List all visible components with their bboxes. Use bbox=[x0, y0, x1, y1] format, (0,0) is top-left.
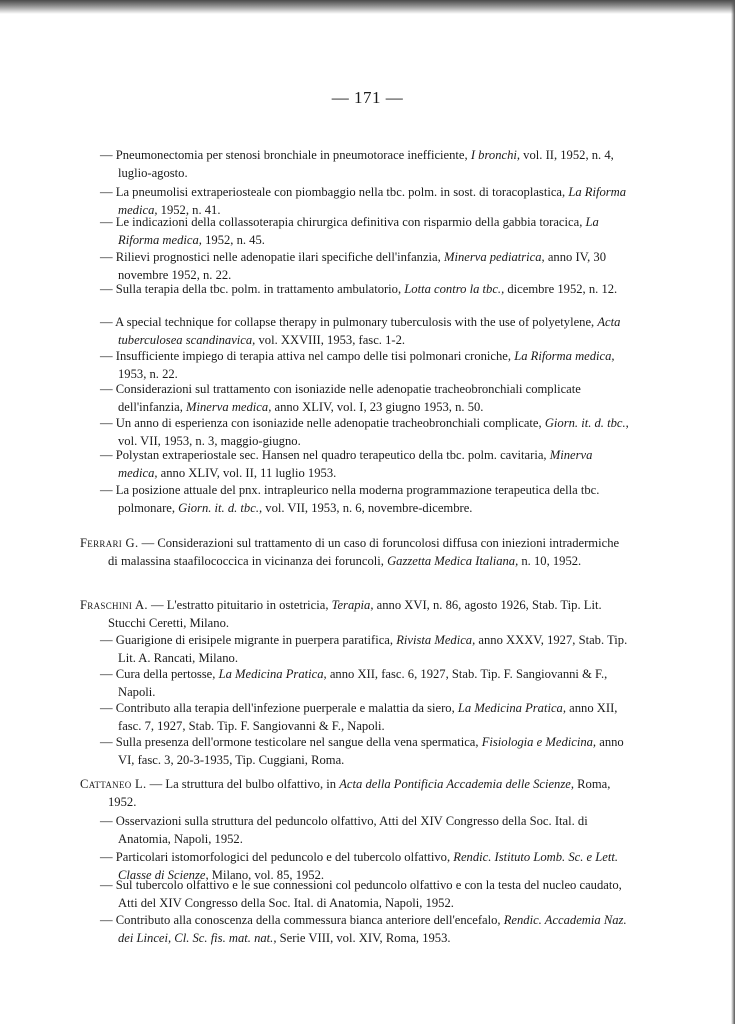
entry-title: Le indicazioni della collassoterapia chirurgica definitiva con risparmio della gabbia toracica, bbox=[115, 215, 586, 229]
entry-dash: — bbox=[100, 701, 113, 715]
entry-title: Osservazioni sulla struttura del peduncolo olfattivo, Atti del XIV Congresso della Soc. Ital. di Anatomia, Napoli, 1952. bbox=[115, 814, 588, 846]
entry-journal: Acta della Pontificia Accademia delle Scienze, bbox=[339, 777, 574, 791]
entry-dash: — bbox=[100, 814, 113, 828]
bibliography-entry bbox=[100, 281, 630, 299]
bibliography-entry bbox=[100, 147, 630, 182]
entry-journal: Minerva pediatrica, bbox=[443, 250, 545, 264]
entry-title: L'estratto pituitario in ostetricia, bbox=[166, 598, 332, 612]
entry-journal: Minerva medica, bbox=[118, 448, 593, 480]
bibliography-entry bbox=[100, 813, 630, 848]
entry-dash: — bbox=[100, 250, 113, 264]
entry-title: Contributo alla terapia dell'infezione puerperale e malattia da siero, bbox=[115, 701, 458, 715]
entry-title: Un anno di esperienza con isoniazide nelle adenopatie tracheobronchiali complicate, bbox=[115, 416, 545, 430]
entry-details: anno XII, fasc. 7, 1927, Stab. Tip. F. Sangiovanni & F., Napoli. bbox=[118, 701, 618, 733]
entry-details: 1952, n. 41. bbox=[157, 202, 221, 217]
entry-title: Polystan extraperiostale sec. Hansen nel quadro terapeutico della tbc. polm. cavitaria, bbox=[115, 448, 550, 462]
bibliography-entry bbox=[100, 666, 630, 701]
entry-dash: — bbox=[100, 282, 113, 296]
bibliography-entry bbox=[100, 877, 630, 912]
entry-dash: — bbox=[100, 148, 113, 162]
entry-journal: La Riforma medica, bbox=[514, 349, 615, 363]
entry-dash: — bbox=[100, 416, 113, 430]
entry-dash: — bbox=[150, 598, 164, 612]
page-number: — 171 — bbox=[331, 88, 404, 107]
entry-details: anno IV, 30 novembre 1952, n. 22. bbox=[118, 250, 607, 282]
entry-journal: I bronchi, bbox=[470, 148, 521, 162]
entry-title: Considerazioni sul trattamento con isoniazide nelle adenopatie tracheobronchiali complicate dell'infanzia, bbox=[115, 382, 581, 414]
entry-details: vol. VII, 1953, n. 6, novembre-dicembre. bbox=[262, 500, 473, 515]
entry-title: Considerazioni sul trattamento di un caso di foruncolosi diffusa con iniezioni intradermiche di malassina staafilococcica in vicinanza dei foruncoli, bbox=[108, 536, 620, 568]
entry-journal: Lotta contro la tbc., bbox=[404, 282, 505, 296]
scan-edge-top bbox=[0, 0, 735, 14]
author-name: Ferrari G. bbox=[80, 536, 139, 550]
entry-journal: Acta tuberculosea scandinavica, bbox=[118, 315, 621, 347]
entry-journal: Rendic. Accademia Naz. dei Lincei, Cl. Sc. fis. mat. nat., bbox=[118, 913, 627, 945]
bibliography-entry bbox=[80, 776, 630, 811]
entry-journal: Giorn. it. d. tbc., bbox=[544, 416, 629, 430]
bibliography-entry bbox=[100, 415, 630, 450]
entry-dash: — bbox=[100, 913, 113, 927]
entry-journal: La Medicina Pratica, bbox=[218, 667, 327, 681]
bibliography-entry bbox=[100, 734, 630, 769]
entry-dash: — bbox=[100, 850, 113, 864]
entry-details: anno XLIV, vol. I, 23 giugno 1953, n. 50. bbox=[271, 399, 484, 414]
entry-details: Roma, 1952. bbox=[108, 777, 611, 809]
entry-journal: Minerva medica, bbox=[186, 399, 272, 414]
entry-journal: Gazzetta Medica Italiana, bbox=[387, 553, 519, 568]
entry-details: dicembre 1952, n. 12. bbox=[504, 282, 618, 296]
bibliography-entry bbox=[100, 381, 630, 416]
entry-dash: — bbox=[149, 777, 163, 791]
entry-title: La posizione attuale del pnx. intrapleurico nella moderna programmazione terapeutica della tbc. polmonare, bbox=[115, 483, 600, 515]
entry-title: Rilievi prognostici nelle adenopatie ilari specifiche dell'infanzia, bbox=[115, 250, 444, 264]
author-name: Cattaneo L. bbox=[80, 777, 147, 791]
entry-journal: Rivista Medica, bbox=[396, 633, 476, 647]
entry-title: Insufficiente impiego di terapia attiva nel campo delle tisi polmonari croniche, bbox=[115, 349, 515, 363]
entry-title: La pneumolisi extraperiosteale con piombaggio nella tbc. polm. in sost. di toracoplastica, bbox=[115, 185, 569, 199]
entry-details: vol. II, 1952, n. 4, luglio-agosto. bbox=[118, 148, 614, 180]
entry-title: La struttura del bulbo olfattivo, in bbox=[165, 777, 340, 791]
entry-journal: Giorn. it. d. tbc., bbox=[178, 500, 263, 515]
bibliography-entry bbox=[80, 597, 630, 632]
entry-title: Cura della pertosse, bbox=[115, 667, 219, 681]
entry-details: anno XXXV, 1927, Stab. Tip. Lit. A. Rancati, Milano. bbox=[118, 633, 628, 665]
author-name: Fraschini A. bbox=[80, 598, 148, 612]
entry-title: Sulla terapia della tbc. polm. in trattamento ambulatorio, bbox=[115, 282, 405, 296]
entry-details: vol. XXVIII, 1953, fasc. 1-2. bbox=[255, 332, 406, 347]
bibliography-entry bbox=[100, 700, 630, 735]
entry-journal: Rendic. Istituto Lomb. Sc. e Lett. Classe di Scienze, bbox=[118, 850, 618, 882]
entry-dash: — bbox=[100, 185, 113, 199]
bibliography-entry bbox=[100, 249, 630, 284]
entry-dash: — bbox=[100, 878, 113, 892]
entry-title: Sul tubercolo olfattivo e le sue connessioni col peduncolo olfattivo e con la testa del nucleo caudato, Atti del XIV Congresso della Soc. Ital. di Anatomia, Napoli, 1952. bbox=[115, 878, 622, 910]
entry-dash: — bbox=[100, 349, 113, 363]
entry-details: Serie VIII, vol. XIV, Roma, 1953. bbox=[276, 930, 451, 945]
entry-title: Pneumonectomia per stenosi bronchiale in pneumotorace inefficiente, bbox=[115, 148, 471, 162]
entry-details: Milano, vol. 85, 1952. bbox=[208, 867, 325, 882]
bibliography-entry bbox=[100, 447, 630, 482]
bibliography-entry bbox=[100, 912, 630, 947]
entry-journal: La Medicina Pratica, bbox=[457, 701, 566, 715]
entry-details: anno XVI, n. 86, agosto 1926, Stab. Tip. Lit. Stucchi Ceretti, Milano. bbox=[108, 598, 602, 630]
entry-dash: — bbox=[100, 215, 113, 229]
entry-details: 1953, n. 22. bbox=[118, 366, 178, 381]
entry-details: anno XLIV, vol. II, 11 luglio 1953. bbox=[157, 465, 337, 480]
entry-journal: Terapia, bbox=[331, 598, 374, 612]
entry-title: Contributo alla conoscenza della commessura bianca anteriore dell'encefalo, bbox=[115, 913, 504, 927]
bibliography-entry bbox=[80, 535, 630, 570]
entry-journal: Fisiologia e Medicina, bbox=[481, 735, 597, 749]
entry-dash: — bbox=[100, 667, 113, 681]
entry-dash: — bbox=[100, 483, 113, 497]
bibliography-entry bbox=[100, 314, 630, 349]
entry-title: A special technique for collapse therapy in pulmonary tuberculosis with the use of polyetylene, bbox=[115, 315, 598, 329]
entry-journal: La Riforma medica, bbox=[118, 185, 627, 217]
entry-title: Guarigione di erisipele migrante in puerpera paratifica, bbox=[115, 633, 397, 647]
entry-dash: — bbox=[100, 735, 113, 749]
bibliography-entry bbox=[100, 482, 630, 517]
bibliography-entry bbox=[100, 348, 630, 383]
scan-edge-right bbox=[731, 0, 735, 1024]
bibliography-entry bbox=[100, 632, 630, 667]
entry-dash: — bbox=[100, 448, 113, 462]
entry-dash: — bbox=[100, 315, 113, 329]
bibliography-entry bbox=[100, 214, 630, 249]
entry-details: n. 10, 1952. bbox=[518, 553, 582, 568]
entry-details: vol. VII, 1953, n. 3, maggio-giugno. bbox=[118, 433, 301, 448]
entry-dash: — bbox=[100, 382, 113, 396]
entry-dash: — bbox=[141, 536, 155, 550]
entry-details: anno VI, fasc. 3, 20-3-1935, Tip. Cuggiani, Roma. bbox=[118, 735, 624, 767]
entry-dash: — bbox=[100, 633, 113, 647]
entry-title: Particolari istomorfologici del peduncolo e del tubercolo olfattivo, bbox=[115, 850, 454, 864]
entry-journal: La Riforma medica, bbox=[118, 215, 599, 247]
entry-details: 1952, n. 45. bbox=[201, 232, 265, 247]
entry-details: anno XII, fasc. 6, 1927, Stab. Tip. F. Sangiovanni & F., Napoli. bbox=[118, 667, 608, 699]
entry-title: Sulla presenza dell'ormone testicolare nel sangue della vena spermatica, bbox=[115, 735, 482, 749]
